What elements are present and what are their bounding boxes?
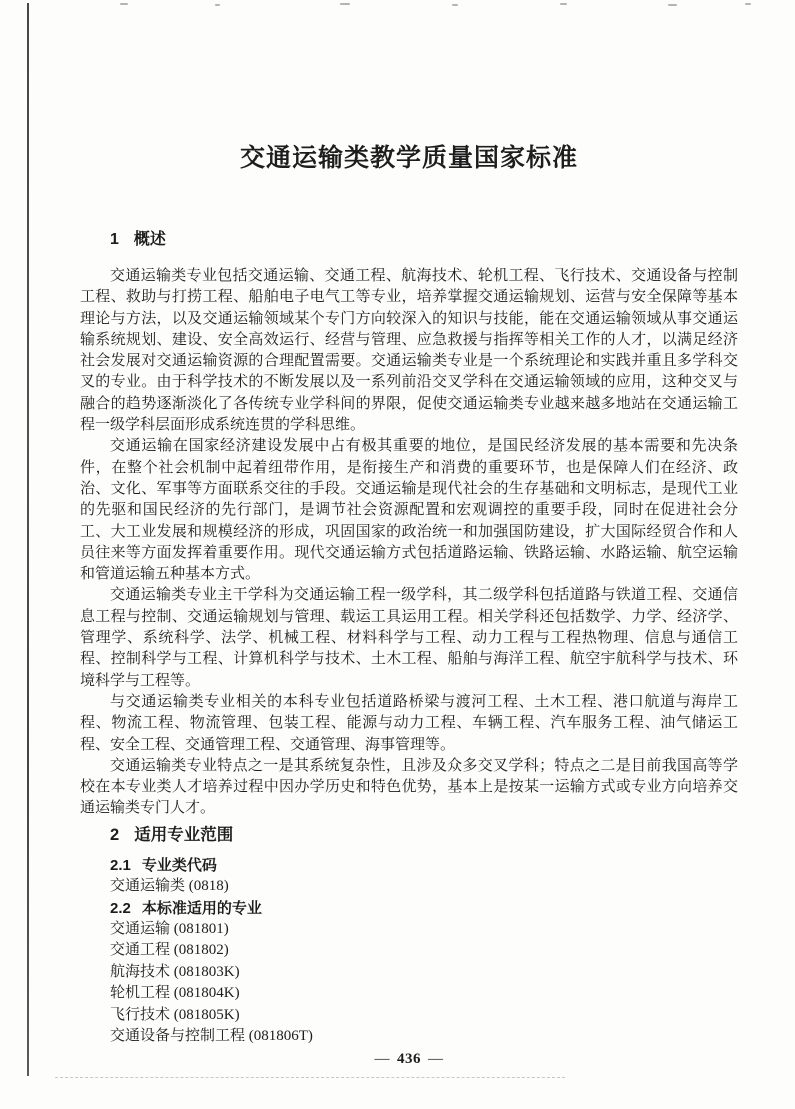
scan-speck xyxy=(745,3,751,5)
major-item: 航海技术 (081803K) xyxy=(110,963,240,980)
major-item: 交通工程 (081802) xyxy=(110,942,229,959)
section-1-title: 概述 xyxy=(133,231,166,248)
section-2-number: 2 xyxy=(110,825,120,844)
section-2-1-heading xyxy=(80,855,738,876)
paragraph-overview-2: 交通运输在国家经济建设发展中占有极其重要的地位，是国民经济发展的基本需要和先决条件，在整个社会机制中起着纽带作用，是衔接生产和消费的重要环节，也是保障人们在经济、政治、文化、军事等方面联系交往的手段。交通运输是现代社会的生存基础和文明标志，是现代工业的先驱和国民经济的先行部门，是调节社会资源配置和宏观调控的重要手段，同时在促进社会分工、大工业发展和规模经济的形成，巩固国家的政治统一和加强国防建设，扩大国际经贸合作和人员往来等方面发挥着重要作用。现代交通运输方式包括道路运输、铁路运输、水路运输、航空运输和管道运输五种基本方式。 xyxy=(80,438,738,583)
section-2-2-heading xyxy=(80,898,738,919)
footer-left-dash: — xyxy=(374,1051,390,1068)
paragraph-overview-3: 交通运输类专业主干学科为交通运输工程一级学科，其二级学科包括道路与铁道工程、交通信息工程与控制、交通运输规划与管理、载运工具运用工程。相关学科还包括数学、力学、经济学、管理学、系统科学、法学、机械工程、材料科学与工程、动力工程与工程热物理、信息与通信工程、控制科学与工程、计算机科学与技术、土木工程、船舶与海洋工程、航空宇航科学与技术、环境科学与工程等。 xyxy=(80,587,738,689)
category-code-line: 交通运输类 (0818) xyxy=(110,878,229,895)
section-1-heading xyxy=(80,229,738,251)
page-number-footer xyxy=(80,1051,738,1068)
section-2-title: 适用专业范围 xyxy=(134,825,234,844)
major-item: 交通运输 (081801) xyxy=(110,920,229,937)
section-2-heading xyxy=(80,824,738,846)
footer-right-dash: — xyxy=(428,1051,444,1068)
section-2-2-number: 2.2 xyxy=(110,899,131,917)
document-content xyxy=(80,0,738,1068)
paragraph-overview-4: 与交通运输类专业相关的本科专业包括道路桥梁与渡河工程、土木工程、港口航道与海岸工程、物流工程、物流管理、包装工程、能源与动力工程、车辆工程、汽车服务工程、油气储运工程、安全工程、交通管理工程、交通管理、海事管理等。 xyxy=(80,693,738,753)
page-number: 436 xyxy=(397,1051,421,1068)
section-2-1-number: 2.1 xyxy=(110,856,131,874)
section-2-2-title: 本标准适用的专业 xyxy=(141,899,262,917)
paragraph-overview-5: 交通运输类专业特点之一是其系统复杂性，且涉及众多交叉学科；特点之二是目前我国高等学校在本专业类人才培养过程中因办学历史和特色优势，基本上是按某一运输方式或专业方向培养交通运输类专门人才。 xyxy=(80,757,738,817)
scan-edge-line xyxy=(27,3,29,1076)
section-1-number: 1 xyxy=(110,231,119,248)
scan-bottom-edge-line xyxy=(55,1077,565,1078)
section-2-1-title: 专业类代码 xyxy=(141,856,217,874)
paragraph-overview-1: 交通运输类专业包括交通运输、交通工程、航海技术、轮机工程、飞行技术、交通设备与控制工程、救助与打捞工程、船舶电子电气工等专业，培养掌握交通运输规划、运营与安全保障等基本理论与方法，以及交通运输领域某个专门方向较深入的知识与技能，能在交通运输领域从事交通运输系统规划、建设、安全高效运行、经营与管理、应急救援与指挥等相关工作的人才，以满足经济社会发展对交通运输资源的合理配置需要。交通运输类专业是一个系统理论和实践并重且多学科交叉的专业。由于科学技术的不断发展以及一系列前沿交叉学科在交通运输领域的应用，这种交叉与融合的趋势逐渐淡化了各传统专业学科间的界限，促使交通运输类专业越来越多地站在交通运输工程一级学科层面形成系统连贯的学科思维。 xyxy=(80,268,738,434)
major-item: 轮机工程 (081804K) xyxy=(110,985,240,1002)
major-item: 飞行技术 (081805K) xyxy=(110,1006,240,1023)
major-item: 交通设备与控制工程 (081806T) xyxy=(110,1027,313,1044)
document-title: 交通运输类教学质量国家标准 xyxy=(239,145,578,172)
